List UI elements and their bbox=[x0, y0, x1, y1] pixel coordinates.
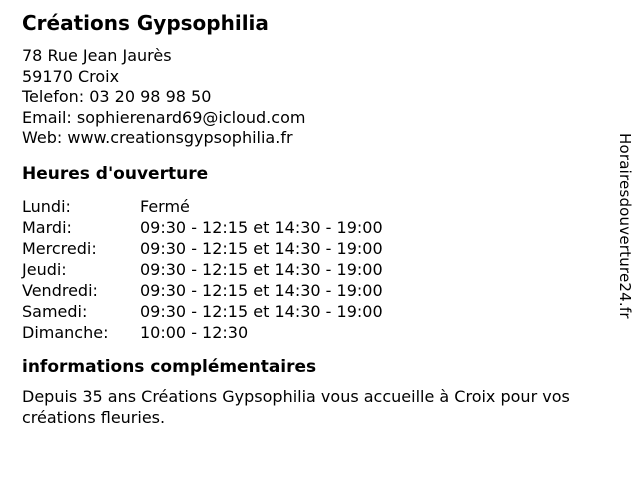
day-label: Jeudi: bbox=[22, 259, 67, 279]
additional-info-heading: informations complémentaires bbox=[22, 356, 317, 377]
table-row bbox=[22, 301, 383, 322]
table-row bbox=[22, 280, 383, 301]
table-row bbox=[22, 322, 383, 343]
additional-info-text: Depuis 35 ans Créations Gypsophilia vous accueille à Croix pour vos créations fleuries. bbox=[22, 386, 570, 427]
site-watermark: Horairesdouverture24.fr bbox=[616, 133, 634, 319]
table-row bbox=[22, 259, 383, 280]
hours-heading: Heures d'ouverture bbox=[22, 163, 209, 184]
phone-line: Telefon: 03 20 98 98 50 bbox=[22, 87, 212, 106]
table-row bbox=[22, 238, 383, 259]
day-times: 09:30 - 12:15 et 14:30 - 19:00 bbox=[140, 301, 383, 321]
address-street: 78 Rue Jean Jaurès bbox=[22, 46, 172, 65]
contact-block bbox=[22, 46, 614, 149]
day-times: 09:30 - 12:15 et 14:30 - 19:00 bbox=[140, 217, 383, 237]
day-label: Samedi: bbox=[22, 301, 88, 321]
hours-table bbox=[22, 196, 383, 343]
web-line: Web: www.creationsgypsophilia.fr bbox=[22, 128, 293, 147]
day-label: Mardi: bbox=[22, 217, 72, 237]
day-label: Mercredi: bbox=[22, 238, 97, 258]
day-label: Vendredi: bbox=[22, 280, 98, 300]
business-name: Créations Gypsophilia bbox=[22, 11, 269, 35]
day-times: 09:30 - 12:15 et 14:30 - 19:00 bbox=[140, 238, 383, 258]
day-times: 09:30 - 12:15 et 14:30 - 19:00 bbox=[140, 280, 383, 300]
table-row bbox=[22, 196, 383, 217]
day-times: Fermé bbox=[140, 196, 190, 216]
address-city: 59170 Croix bbox=[22, 66, 120, 86]
day-times: 09:30 - 12:15 et 14:30 - 19:00 bbox=[140, 259, 383, 279]
main-content bbox=[22, 10, 614, 429]
email-line: Email: sophierenard69@icloud.com bbox=[22, 107, 306, 127]
table-row bbox=[22, 217, 383, 238]
day-label: Lundi: bbox=[22, 196, 71, 216]
day-times: 10:00 - 12:30 bbox=[140, 322, 249, 342]
day-label: Dimanche: bbox=[22, 322, 109, 342]
